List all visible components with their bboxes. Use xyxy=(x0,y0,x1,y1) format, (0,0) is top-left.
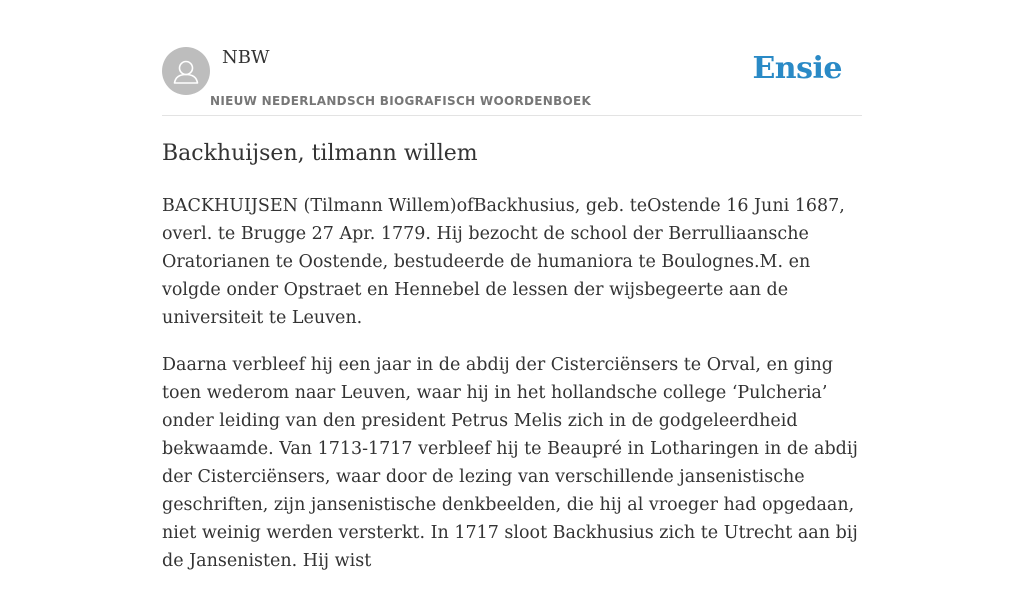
source-header xyxy=(162,0,862,116)
source-subtitle: NIEUW NEDERLANDSCH BIOGRAFISCH WOORDENBOEK xyxy=(210,94,592,108)
article-paragraph: Daarna verbleef hij een jaar in de abdij der Cisterciënsers te Orval, en ging toen wederom naar Leuven, waar hij in het hollandsche college ‘Pulcheria’ onder leiding van den president Petrus Melis zich in de godgeleerdheid bekwaamde. Van 1713-1717 verbleef hij te Beaupré in Lotharingen in de abdij der Cisterciënsers, waar door de lezing van verschillende jansenistische geschriften, zijn jansenistische denkbeelden, die hij al vroeger had opgedaan, niet weinig werden versterkt. In 1717 sloot Backhusius zich te Utrecht aan bij de Jansenisten. Hij wist xyxy=(162,355,858,571)
user-icon xyxy=(162,47,210,95)
page-title: Backhuijsen, tilmann willem xyxy=(162,141,478,166)
source-name[interactable]: NBW xyxy=(222,47,270,68)
avatar[interactable] xyxy=(162,47,210,95)
article-body xyxy=(162,192,868,594)
ensie-logo[interactable]: Ensie xyxy=(752,51,842,86)
article-paragraph: BACKHUIJSEN (Tilmann Willem)ofBackhusius, geb. teOstende 16 Juni 1687, overl. te Brugge 27 Apr. 1779. Hij bezocht de school der Berrulliaansche Oratorianen te Oostende, bestudeerde de humaniora te Boulognes.M. en volgde onder Opstraet en Hennebel de lessen der wijsbegeerte aan de universiteit te Leuven. xyxy=(162,196,845,328)
